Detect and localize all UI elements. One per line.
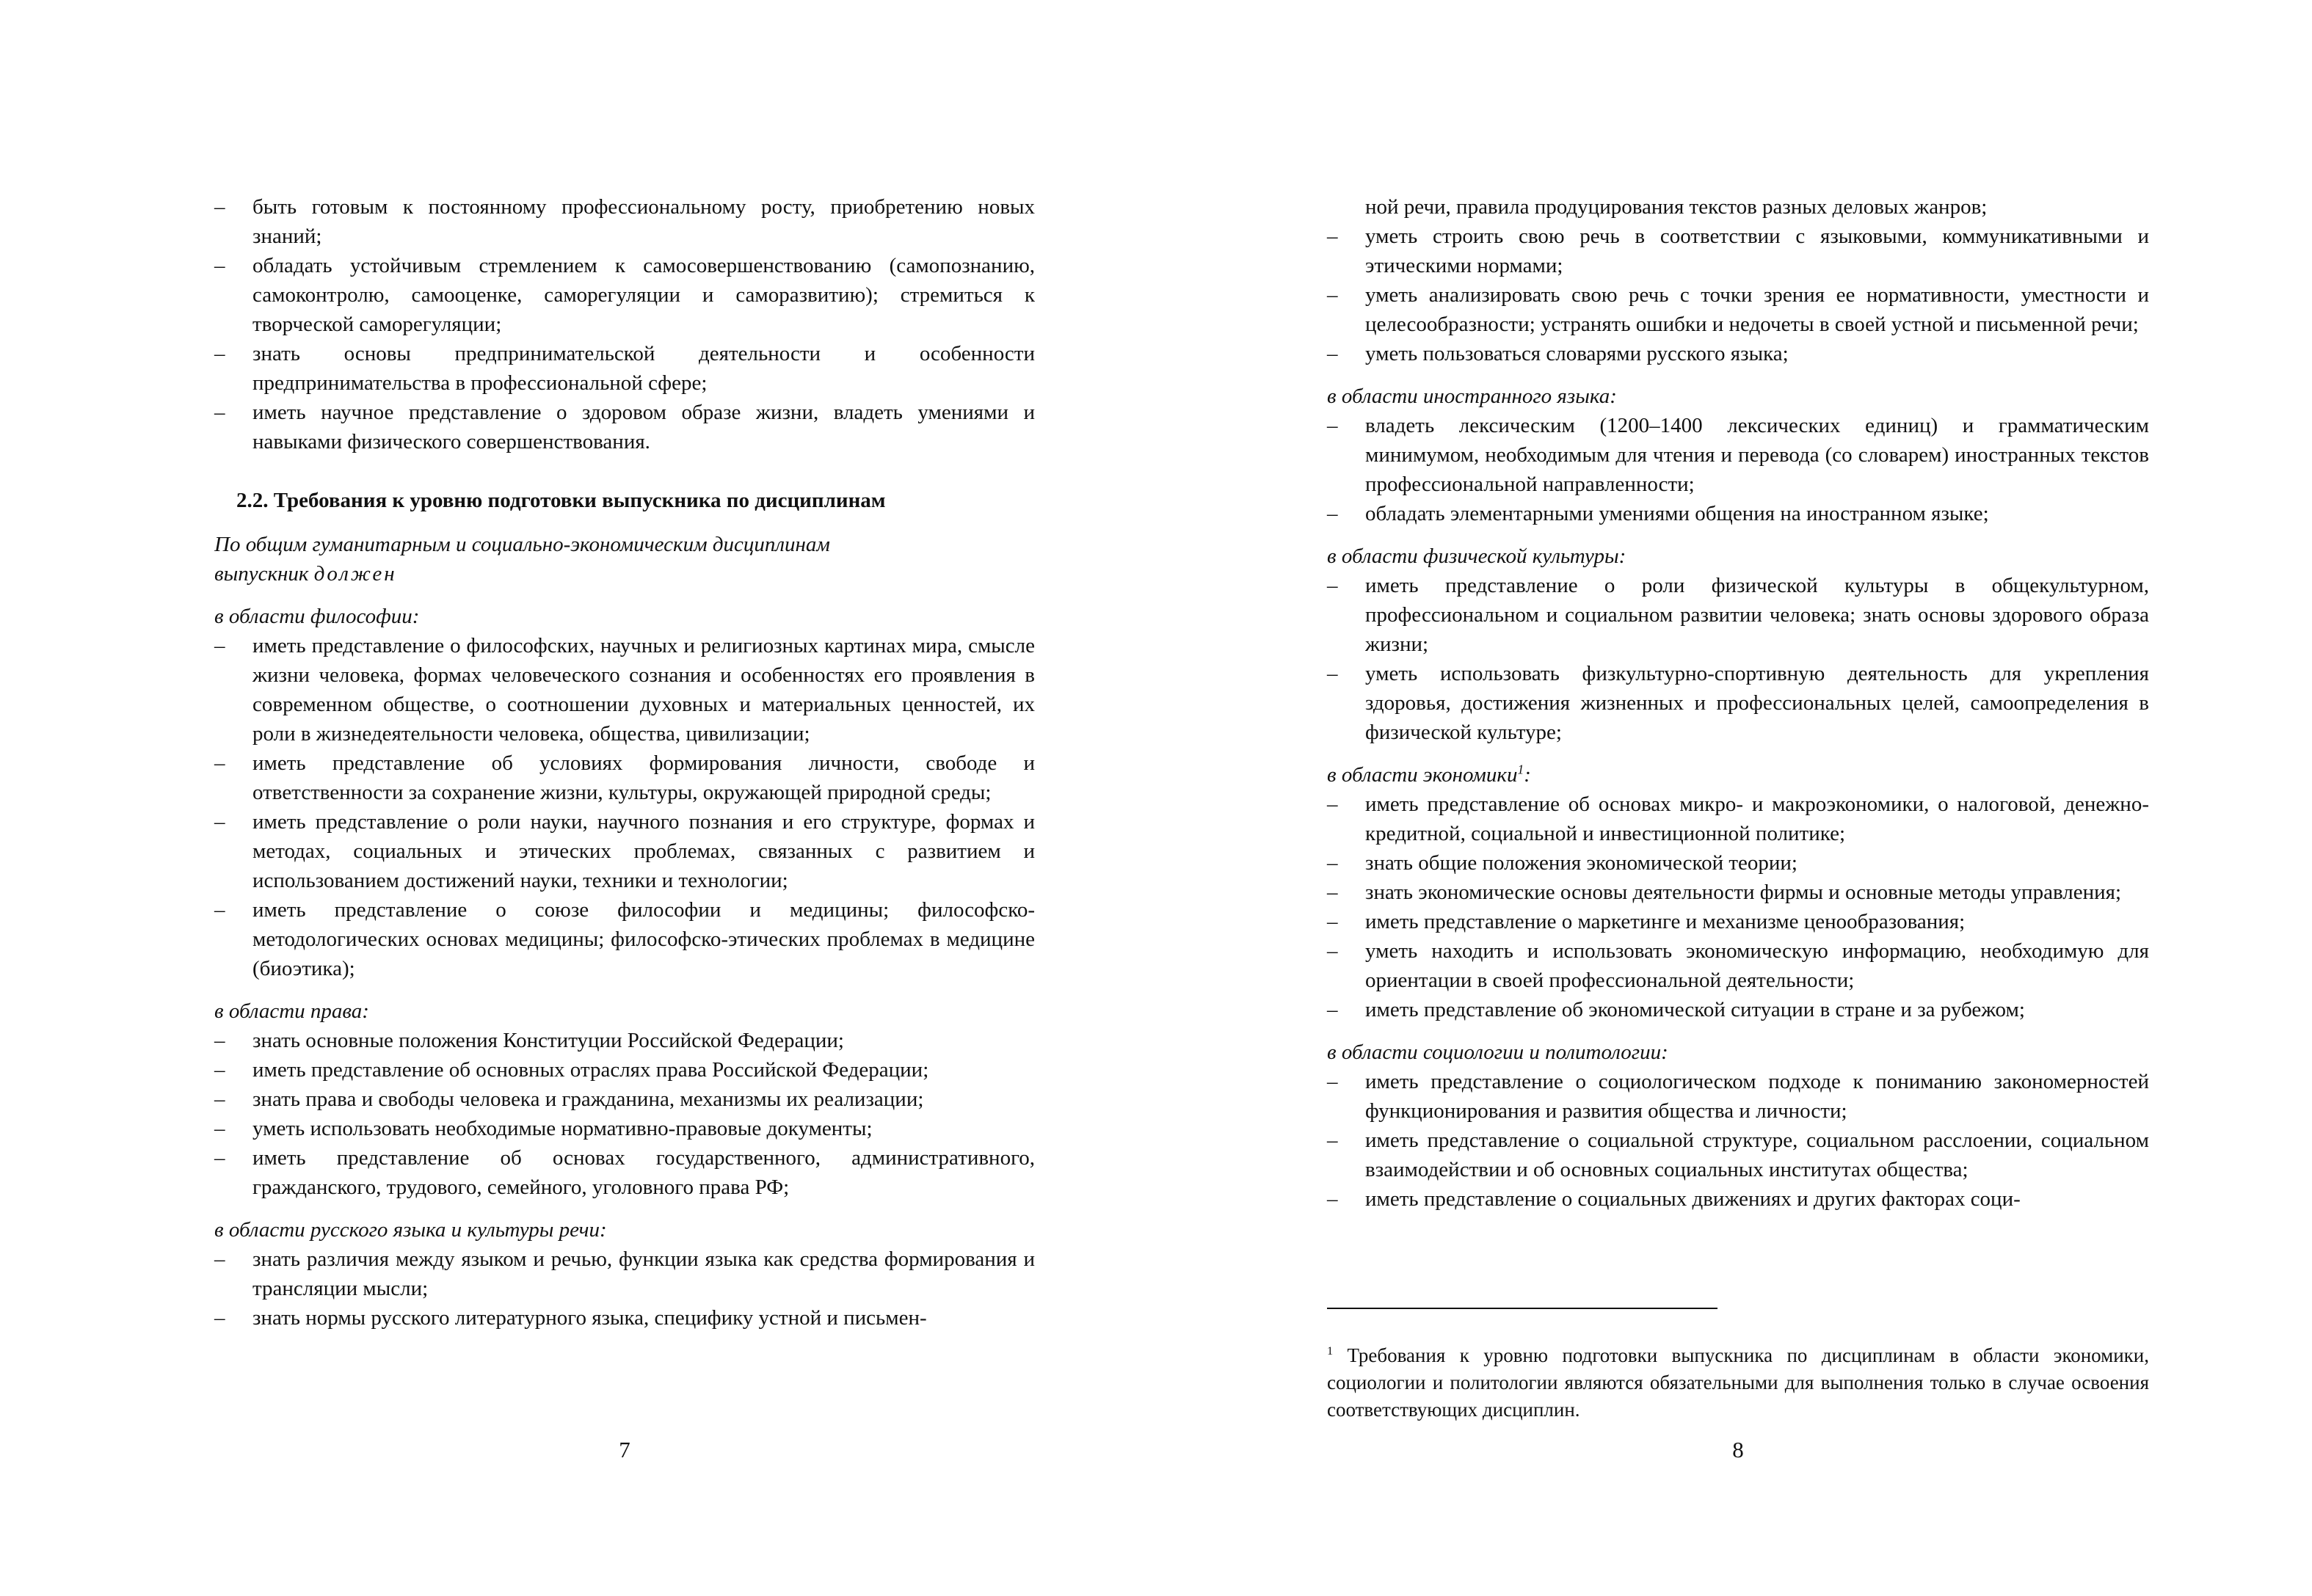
dash-marker: – — [1327, 342, 1338, 365]
list-item: – обладать устойчивым стремлением к самосовершенствованию (самопознанию, самоконтролю, самооценке, саморегуляции и саморазвитию); стремиться к творческой саморегуляции; — [214, 251, 1035, 339]
dash-marker: – — [1327, 283, 1338, 307]
dash-marker: – — [1327, 1129, 1338, 1152]
footnote-reference: 1 — [1517, 762, 1524, 777]
list-item: – знать права и свободы человека и гражданина, механизмы их реализации; — [214, 1085, 1035, 1114]
subsection-title-philosophy: в области философии: — [214, 605, 420, 628]
subsection-title-sociology: в области социологии и политологии: — [1327, 1041, 1668, 1064]
dash-marker: – — [214, 634, 225, 657]
left-page — [214, 0, 1035, 1596]
dash-marker: – — [1327, 225, 1338, 248]
dash-marker: – — [1327, 574, 1338, 597]
dash-marker: – — [214, 1117, 225, 1140]
dash-marker: – — [1327, 998, 1338, 1021]
list-item: – знать основы предпринимательской деятельности и особенности предпринимательства в профессиональной сфере; — [214, 339, 1035, 398]
list-item: – уметь использовать необходимые нормативно-правовые документы; — [214, 1114, 1035, 1143]
subsection-title-foreign-language: в области иностранного языка: — [1327, 385, 1617, 408]
list-item: – иметь представление об основах государственного, административного, гражданского, трудового, семейного, уголовного права РФ; — [214, 1143, 1035, 1202]
dash-marker: – — [1327, 881, 1338, 904]
dash-marker: – — [214, 195, 225, 219]
footnote-text: Требования к уровню подготовки выпускника по дисциплинам в области экономики, социологии и политологии являются обязательными для выполнения только в случае освоения соответствующих дисциплин. — [1327, 1344, 2149, 1421]
dash-marker: – — [1327, 502, 1338, 525]
dash-marker: – — [1327, 792, 1338, 816]
list-item: – уметь находить и использовать экономическую информацию, необходимую для ориентации в своей профессиональной деятельности; — [1327, 936, 2149, 995]
list-item: – уметь пользоваться словарями русского языка; — [1327, 339, 2149, 368]
section-heading: 2.2. Требования к уровню подготовки выпускника по дисциплинам — [236, 489, 886, 512]
list-item: – быть готовым к постоянному профессиональному росту, приобретению новых знаний; — [214, 192, 1035, 251]
lead-line-2-emphasis: должен — [313, 562, 397, 586]
dash-marker: – — [1327, 910, 1338, 933]
list-item: – владеть лексическим (1200–1400 лексических единиц) и грамматическим минимумом, необходимым для чтения и перевода (со словарем) иностранных текстов профессиональной направленности; — [1327, 411, 2149, 499]
list-item: – иметь представление о социальной структуре, социальном расслоении, социальном взаимодействии и об основных социальных институтах общества; — [1327, 1126, 2149, 1184]
list-item: – иметь представление о роли науки, научного познания и его структуре, формах и методах, социальных и этических проблемах, связанных с развитием и использованием достижений науки, техники и технологии; — [214, 807, 1035, 895]
dash-marker: – — [214, 342, 225, 365]
footnote-mark: 1 — [1327, 1344, 1334, 1358]
dash-marker: – — [214, 254, 225, 277]
list-item: – иметь представление об основных отраслях права Российской Федерации; — [214, 1055, 1035, 1085]
right-page — [1327, 0, 2149, 1596]
list-item: – иметь представление о маркетинге и механизме ценообразования; — [1327, 907, 2149, 936]
footnote — [1327, 1342, 2149, 1424]
list-item: – знать общие положения экономической теории; — [1327, 848, 2149, 878]
subsection-title-law: в области права: — [214, 999, 369, 1023]
list-item: – знать основные положения Конституции Российской Федерации; — [214, 1026, 1035, 1055]
dash-marker: – — [214, 401, 225, 424]
dash-marker: – — [1327, 662, 1338, 685]
page-number: 7 — [619, 1437, 630, 1462]
list-item: – иметь представление об основах микро- и макроэкономики, о налоговой, денежно-кредитной, социальной и инвестиционной политике; — [1327, 790, 2149, 848]
list-item: – иметь представление о социологическом подходе к пониманию закономерностей функционирования и развития общества и личности; — [1327, 1067, 2149, 1126]
dash-marker: – — [1327, 1070, 1338, 1093]
subsection-title-economics: в области экономики$^1$: — [1327, 762, 1531, 787]
dash-marker: – — [1327, 939, 1338, 963]
list-item: – иметь представление о социальных движениях и других факторах соци- — [1327, 1184, 2149, 1214]
list-item: – иметь научное представление о здоровом образе жизни, владеть умениями и навыками физического совершенствования. — [214, 398, 1035, 456]
list-item: – уметь анализировать свою речь с точки зрения ее нормативности, уместности и целесообразности; устранять ошибки и недочеты в своей устной и письменной речи; — [1327, 280, 2149, 339]
dash-marker: – — [1327, 851, 1338, 875]
lead-line-2-prefix: выпускник — [214, 562, 314, 586]
list-item: – иметь представление о роли физической культуры в общекультурном, профессиональном и социальном развитии человека; знать основы здорового образа жизни; — [1327, 571, 2149, 659]
dash-marker: – — [214, 810, 225, 834]
dash-marker: – — [214, 898, 225, 922]
list-item: – иметь представление об экономической ситуации в стране и за рубежом; — [1327, 995, 2149, 1024]
section-lead — [214, 530, 1035, 589]
list-item: – уметь строить свою речь в соответствии с языковыми, коммуникативными и этическими нормами; — [1327, 222, 2149, 280]
footnote-divider — [1327, 1308, 1717, 1309]
dash-marker: – — [214, 1087, 225, 1111]
list-item: – знать нормы русского литературного языка, специфику устной и письмен- — [214, 1303, 1035, 1333]
list-item: – иметь представление о философских, научных и религиозных картинах мира, смысле жизни человека, формах человеческого сознания и особенностях его проявления в современном обществе, о соотношении духовных и материальных ценностей, их роли в жизнедеятельности человека, общества, цивилизации; — [214, 631, 1035, 748]
list-item: – обладать элементарными умениями общения на иностранном языке; — [1327, 499, 2149, 528]
list-item: – уметь использовать физкультурно-спортивную деятельность для укрепления здоровья, достижения жизненных и профессиональных целей, самоопределения в физической культуре; — [1327, 659, 2149, 747]
dash-marker: – — [214, 751, 225, 775]
dash-marker: – — [1327, 1187, 1338, 1211]
list-item: – знать различия между языком и речью, функции языка как средства формирования и трансляции мысли; — [214, 1245, 1035, 1303]
continued-text: ной речи, правила продуцирования текстов разных деловых жанров; — [1365, 195, 1988, 219]
dash-marker: – — [1327, 414, 1338, 437]
list-item: – иметь представление об условиях формирования личности, свободе и ответственности за сохранение жизни, культуры, окружающей природной среды; — [214, 748, 1035, 807]
lead-line-1: По общим гуманитарным и социально-экономическим дисциплинам — [214, 533, 830, 556]
dash-marker: – — [214, 1306, 225, 1330]
subsection-title-physical-culture: в области физической культуры: — [1327, 544, 1626, 568]
left-page-text — [214, 192, 1035, 1333]
dash-marker: – — [214, 1146, 225, 1170]
list-item: – знать экономические основы деятельности фирмы и основные методы управления; — [1327, 878, 2149, 907]
list-item: – иметь представление о союзе философии и медицины; философско-методологических основах медицины; философско-этических проблемах в медицине (биоэтика); — [214, 895, 1035, 983]
subsection-title-russian: в области русского языка и культуры речи: — [214, 1218, 607, 1242]
dash-marker: – — [214, 1247, 225, 1271]
page-number: 8 — [1732, 1437, 1744, 1462]
dash-marker: – — [214, 1058, 225, 1082]
dash-marker: – — [214, 1029, 225, 1052]
right-page-text — [1327, 192, 2149, 1214]
